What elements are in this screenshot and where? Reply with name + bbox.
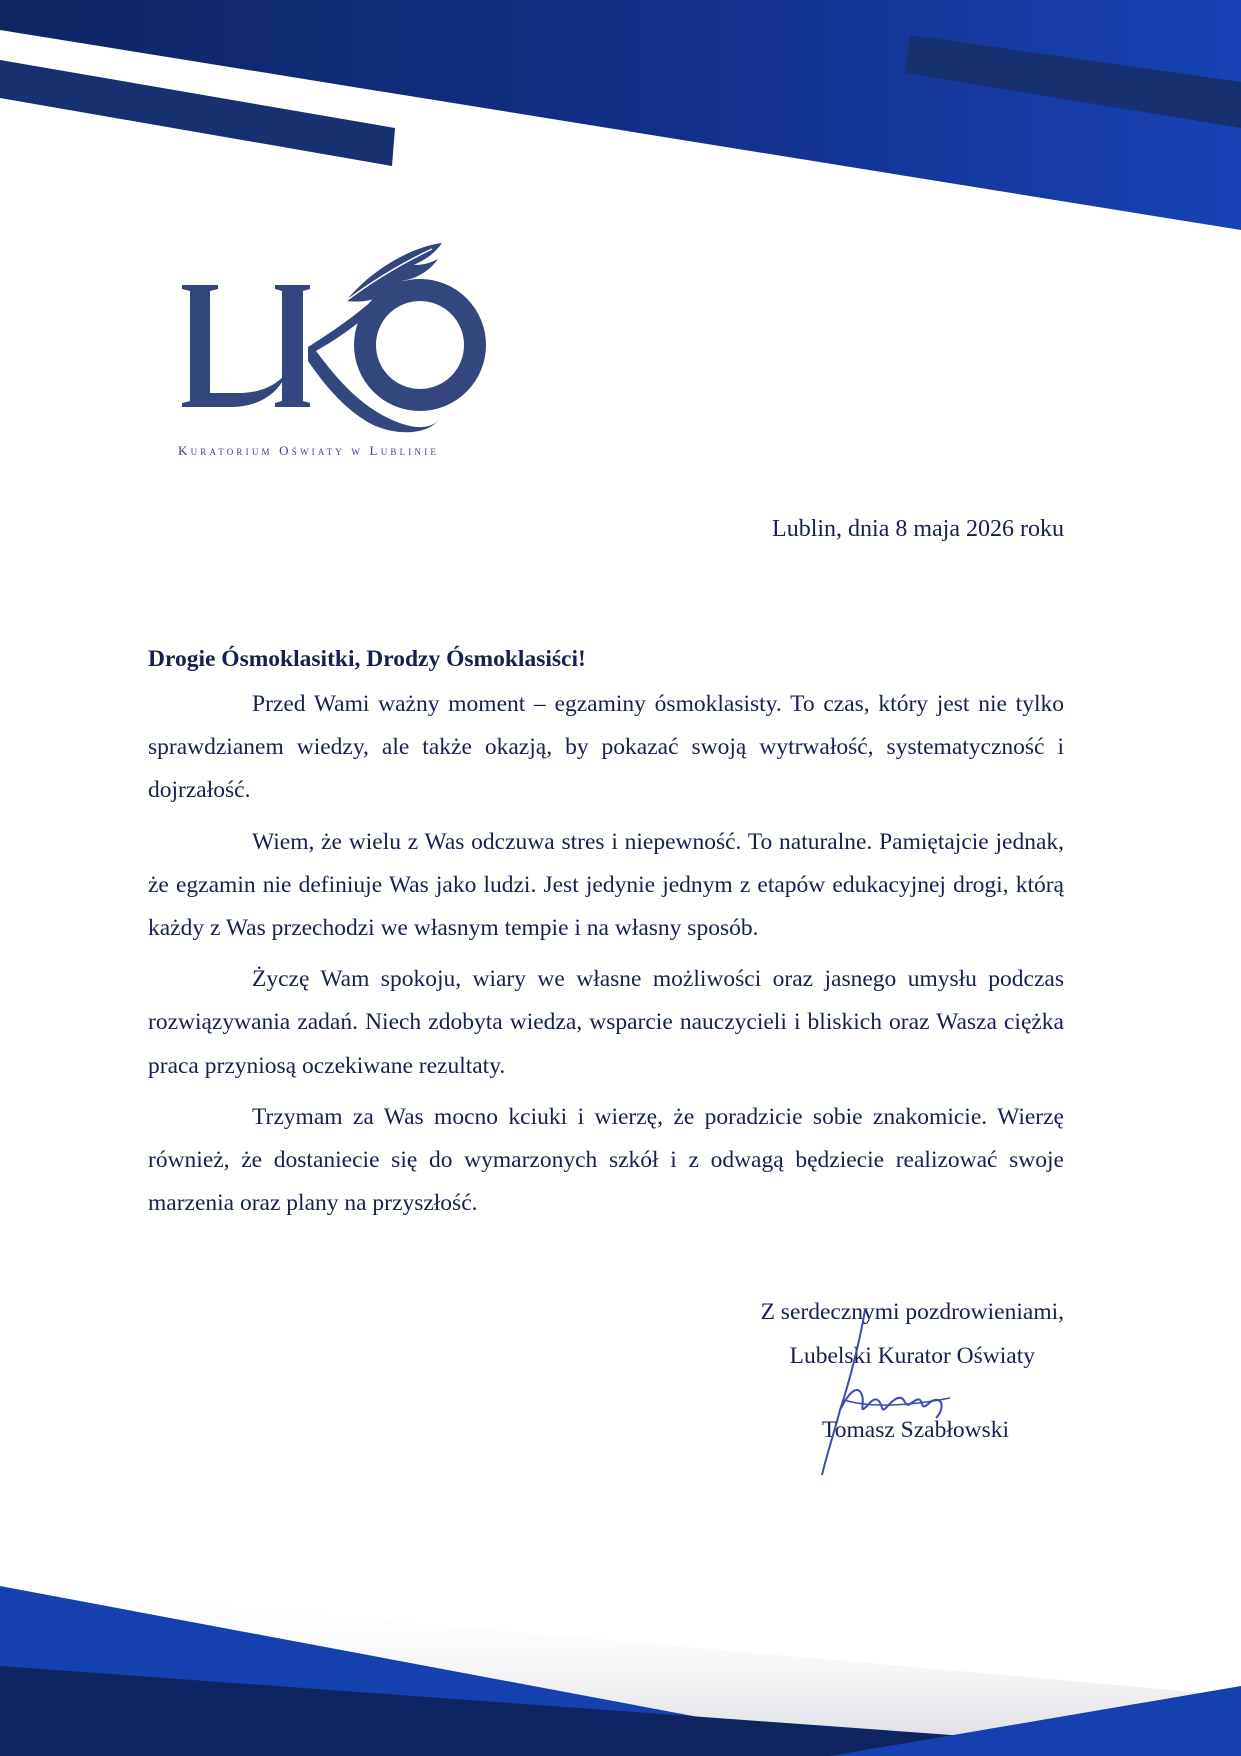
- logo-subtitle: Kuratorium Oświaty w Lublinie: [178, 443, 440, 458]
- closing-greeting: Z serdecznymi pozdrowieniami,: [760, 1299, 1064, 1325]
- footer-decoration: [0, 1586, 1241, 1756]
- header-decoration: [0, 0, 1241, 240]
- signatory-name: Tomasz Szabłowski: [822, 1417, 1009, 1443]
- signatory-title: Lubelski Kurator Oświaty: [789, 1343, 1035, 1369]
- date-line: Lublin, dnia 8 maja 2026 roku: [772, 516, 1064, 542]
- lko-logo-mark: [170, 235, 510, 435]
- paragraph: Trzymam za Was mocno kciuki i wierzę, że poradzicie sobie znakomicie. Wierzę również, że dostaniecie się do wymarzonych szkół i z odwagą będziecie realizować swoje marzenia oraz plany na przyszłość.: [148, 1103, 1064, 1217]
- lko-logo: [170, 235, 510, 465]
- handwritten-signature: [810, 1300, 970, 1480]
- letter-body: [148, 643, 1064, 1225]
- paragraph: Przed Wami ważny moment – egzaminy ósmoklasisty. To czas, który jest nie tylko sprawdzianem wiedzy, ale także okazją, by pokazać swoją wytrwałość, systematyczność i dojrzałość.: [148, 691, 1064, 804]
- paragraph: Życzę Wam spokoju, wiary we własne możliwości oraz jasnego umysłu podczas rozwiązywania zadań. Niech zdobyta wiedza, wsparcie nauczycieli i bliskich oraz Wasza ciężka praca przyniosą oczekiwane rezultaty.: [148, 966, 1064, 1079]
- paragraph: Wiem, że wielu z Was odczuwa stres i niepewność. To naturalne. Pamiętajcie jednak, że egzamin nie definiuje Was jako ludzi. Jest jedynie jednym z etapów edukacyjnej drogi, którą każdy z Was przechodzi we własnym tempie i na własny sposób.: [148, 828, 1064, 942]
- salutation: Drogie Ósmoklasitki, Drodzy Ósmoklasiści!: [148, 646, 586, 672]
